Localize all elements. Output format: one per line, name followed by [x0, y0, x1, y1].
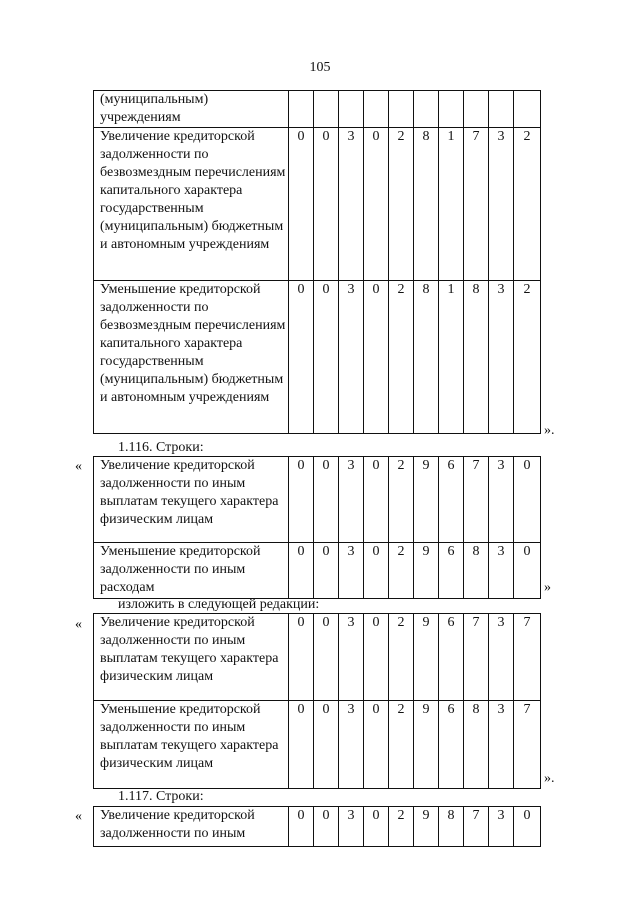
code-digit-cell: 0 [364, 128, 389, 281]
code-digit-cell [314, 91, 339, 128]
code-digit-cell: 0 [314, 543, 339, 599]
row-name-cell: (муниципальным) учреждениям [94, 91, 289, 128]
code-digit-cell: 1 [439, 281, 464, 434]
code-digit-cell: 0 [314, 701, 339, 789]
page-number: 105 [309, 60, 331, 75]
code-digit-cell: 0 [289, 128, 314, 281]
code-digit-cell: 6 [439, 543, 464, 599]
code-digit-cell: 2 [514, 281, 541, 434]
closing-quote: ». [544, 423, 555, 438]
code-digit-cell: 0 [514, 457, 541, 543]
table-row [94, 614, 541, 701]
code-digit-cell: 9 [414, 807, 439, 847]
closing-quote: ». [544, 771, 555, 786]
code-digit-cell: 7 [514, 701, 541, 789]
code-digit-cell: 8 [464, 543, 489, 599]
code-digit-cell [339, 91, 364, 128]
row-name-cell: Уменьшение кредиторской задолженности по иным расходам [94, 543, 289, 599]
code-digit-cell: 0 [364, 701, 389, 789]
code-digit-cell: 8 [464, 281, 489, 434]
code-digit-cell: 0 [289, 614, 314, 701]
code-digit-cell: 2 [389, 281, 414, 434]
row-name-cell: Уменьшение кредиторской задолженности по иным выплатам текущего характера физическим лицам [94, 701, 289, 789]
closing-quote: » [544, 580, 551, 595]
code-digit-cell: 3 [489, 281, 514, 434]
code-digit-cell: 0 [289, 543, 314, 599]
code-digit-cell: 0 [289, 807, 314, 847]
opening-quote: « [75, 617, 82, 632]
code-digit-cell: 3 [489, 543, 514, 599]
code-digit-cell: 3 [339, 614, 364, 701]
row-name-cell: Уменьшение кредиторской задолженности по безвозмездным перечислениям капитального характера государственным (муниципальным) бюджетным и автономным учреждениям [94, 281, 289, 434]
code-digit-cell: 7 [464, 128, 489, 281]
code-digit-cell: 7 [514, 614, 541, 701]
code-digit-cell: 8 [414, 128, 439, 281]
code-digit-cell: 2 [389, 701, 414, 789]
code-digit-cell [389, 91, 414, 128]
code-digit-cell: 2 [389, 457, 414, 543]
code-digit-cell: 0 [314, 457, 339, 543]
code-digit-cell: 8 [439, 807, 464, 847]
opening-quote: « [75, 459, 82, 474]
code-digit-cell: 3 [339, 701, 364, 789]
row-name-cell: Увеличение кредиторской задолженности по иным [94, 807, 289, 847]
code-digit-cell: 7 [464, 614, 489, 701]
code-digit-cell: 0 [314, 128, 339, 281]
table-row [94, 457, 541, 543]
table-row [94, 281, 541, 434]
code-digit-cell: 0 [289, 281, 314, 434]
code-digit-cell [414, 91, 439, 128]
code-digit-cell: 0 [364, 614, 389, 701]
code-digit-cell: 8 [464, 701, 489, 789]
table-row [94, 91, 541, 128]
row-name-cell: Увеличение кредиторской задолженности по безвозмездным перечислениям капитального характера государственным (муниципальным) бюджетным и автономным учреждениям [94, 128, 289, 281]
code-digit-cell: 9 [414, 614, 439, 701]
code-digit-cell: 0 [314, 614, 339, 701]
section-heading-1-117: 1.117. Строки: [118, 789, 204, 804]
code-digit-cell: 0 [289, 701, 314, 789]
table-row [94, 701, 541, 789]
code-digit-cell [489, 91, 514, 128]
code-digit-cell: 0 [514, 807, 541, 847]
code-digit-cell: 1 [439, 128, 464, 281]
code-digit-cell: 9 [414, 701, 439, 789]
code-digit-cell: 0 [289, 457, 314, 543]
code-digit-cell: 6 [439, 457, 464, 543]
code-digit-cell: 3 [339, 807, 364, 847]
code-digit-cell [464, 91, 489, 128]
code-table-4 [93, 806, 541, 847]
table-row [94, 543, 541, 599]
code-digit-cell: 0 [364, 457, 389, 543]
code-digit-cell: 2 [514, 128, 541, 281]
code-table-2 [93, 456, 541, 599]
code-digit-cell: 3 [489, 701, 514, 789]
code-digit-cell: 0 [364, 543, 389, 599]
code-digit-cell: 8 [414, 281, 439, 434]
code-digit-cell [514, 91, 541, 128]
code-table-3 [93, 613, 541, 789]
code-digit-cell: 0 [314, 807, 339, 847]
code-digit-cell: 2 [389, 807, 414, 847]
restate-instruction: изложить в следующей редакции: [118, 597, 320, 612]
code-digit-cell: 0 [514, 543, 541, 599]
section-heading-1-116: 1.116. Строки: [118, 440, 204, 455]
code-digit-cell: 0 [364, 807, 389, 847]
code-digit-cell: 0 [314, 281, 339, 434]
code-digit-cell [439, 91, 464, 128]
table-row [94, 807, 541, 847]
code-digit-cell: 3 [339, 543, 364, 599]
code-digit-cell: 6 [439, 614, 464, 701]
code-digit-cell: 9 [414, 457, 439, 543]
code-digit-cell: 0 [364, 281, 389, 434]
code-digit-cell: 2 [389, 128, 414, 281]
code-digit-cell [364, 91, 389, 128]
code-digit-cell: 9 [414, 543, 439, 599]
code-digit-cell [289, 91, 314, 128]
code-digit-cell: 3 [489, 807, 514, 847]
code-digit-cell: 7 [464, 457, 489, 543]
code-digit-cell: 3 [489, 128, 514, 281]
code-digit-cell: 3 [489, 614, 514, 701]
code-digit-cell: 6 [439, 701, 464, 789]
code-digit-cell: 3 [489, 457, 514, 543]
code-table-1 [93, 90, 541, 434]
opening-quote: « [75, 809, 82, 824]
code-digit-cell: 3 [339, 128, 364, 281]
row-name-cell: Увеличение кредиторской задолженности по иным выплатам текущего характера физическим лицам [94, 614, 289, 701]
code-digit-cell: 2 [389, 614, 414, 701]
table-row [94, 128, 541, 281]
row-name-cell: Увеличение кредиторской задолженности по иным выплатам текущего характера физическим лицам [94, 457, 289, 543]
code-digit-cell: 3 [339, 457, 364, 543]
code-digit-cell: 7 [464, 807, 489, 847]
code-digit-cell: 3 [339, 281, 364, 434]
code-digit-cell: 2 [389, 543, 414, 599]
